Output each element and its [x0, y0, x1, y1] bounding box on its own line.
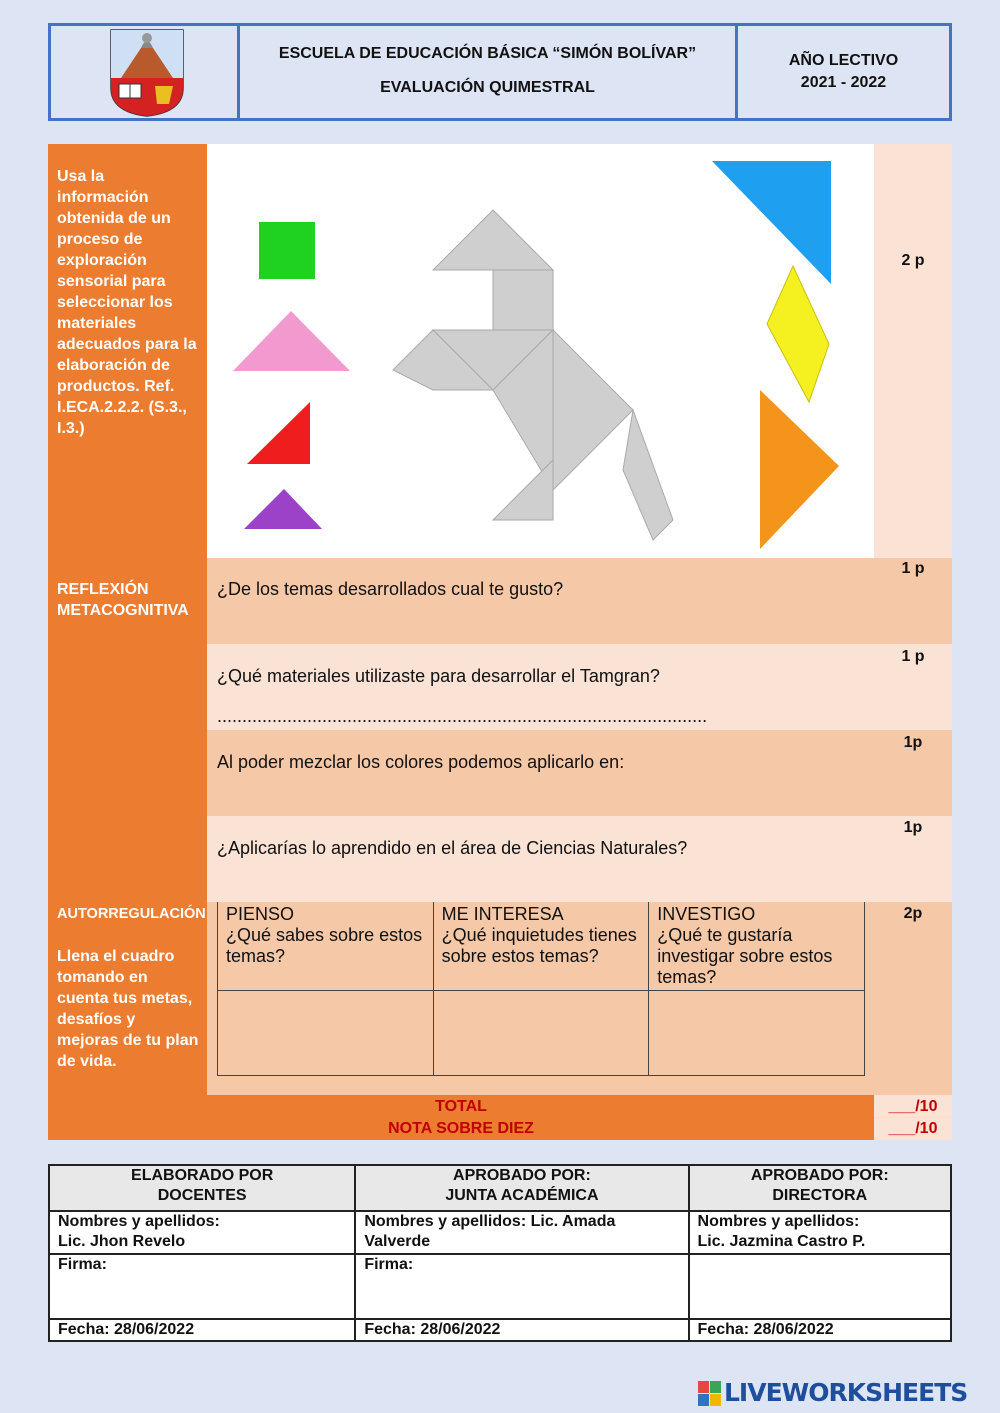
investigo-answer-cell[interactable]: [649, 991, 865, 1076]
question1-row: [207, 558, 874, 644]
signature-header-row: [49, 1165, 951, 1211]
liveworksheets-brand: LIVEWORKSHEETS: [724, 1378, 968, 1407]
junta-firma-label: Firma:: [364, 1256, 414, 1273]
me-interesa-question: ¿Qué inquietudes tienes sobre estos temas?: [441, 925, 637, 966]
question4-points-cell: [874, 816, 952, 902]
directora-header-line1: APROBADO POR:: [750, 1167, 889, 1184]
section1-label-cell: [48, 144, 207, 558]
section1-label: Usa la información obtenida de un proceso de exploración sensorial para seleccionar los materiales adecuados para la elaboración de productos. Ref. I.ECA.2.2.2. (S.3., I.3.): [57, 168, 197, 437]
pienso-answer-cell[interactable]: [218, 991, 434, 1076]
investigo-question: ¿Qué te gustaría investigar sobre estos temas?: [657, 925, 833, 987]
question3-points-cell: [874, 730, 952, 816]
total-value-cell: [874, 1095, 952, 1117]
question2-answer-line[interactable]: ..................................................................................................: [217, 706, 708, 726]
pink-triangle-piece: [233, 311, 350, 371]
nota-value[interactable]: ___/10: [888, 1120, 938, 1137]
me-interesa-title: ME INTERESA: [441, 904, 564, 924]
me-interesa-answer-cell[interactable]: [433, 991, 649, 1076]
question2-text: ¿Qué materiales utilizaste para desarrollar el Tamgran?: [217, 666, 660, 686]
total-label: TOTAL: [435, 1098, 487, 1115]
junta-header-cell: [355, 1165, 688, 1211]
junta-fecha: Fecha: 28/06/2022: [364, 1321, 501, 1338]
docentes-firma-label: Firma:: [58, 1256, 107, 1273]
signature-names-row: [49, 1211, 951, 1254]
total-value[interactable]: ___/10: [888, 1098, 938, 1115]
year-label: AÑO LECTIVO: [788, 52, 899, 69]
header-table: [48, 23, 952, 121]
totals-label-cell: [48, 1095, 874, 1140]
section3-text: Llena el cuadro tomando en cuenta tus metas, desafíos y mejoras de tu plan de vida.: [57, 948, 199, 1070]
junta-firma-cell[interactable]: [355, 1254, 688, 1319]
directora-names-label: Nombres y apellidos:: [697, 1213, 860, 1230]
blue-triangle-piece: [712, 161, 831, 284]
reflection-table-cell: [207, 902, 874, 1095]
question2-row: [207, 644, 874, 730]
signature-firma-row: [49, 1254, 951, 1319]
elaborado-header-cell: [49, 1165, 355, 1211]
liveworksheets-logo: [698, 1379, 994, 1409]
reflection-table: [217, 902, 865, 1076]
question2-points-cell: [874, 644, 952, 730]
question4-points: 1p: [903, 819, 923, 836]
docentes-fecha-cell: [49, 1319, 355, 1341]
question2-points: 1 p: [901, 648, 925, 665]
docentes-firma-cell[interactable]: [49, 1254, 355, 1319]
reflection-table-header-row: [218, 902, 865, 991]
docentes-names-cell: [49, 1211, 355, 1254]
reflection-table-answer-row: [218, 991, 865, 1076]
signature-fecha-row: [49, 1319, 951, 1341]
question3-points: 1p: [903, 734, 923, 751]
red-triangle-piece: [247, 402, 310, 464]
junta-names-cell: [355, 1211, 688, 1254]
school-title-cell: [240, 26, 738, 118]
tangram-image: [207, 144, 874, 558]
question1-text: ¿De los temas desarrollados cual te gusto?: [217, 579, 564, 599]
year-value: 2021 - 2022: [800, 74, 887, 91]
junta-header-line1: APROBADO POR:: [453, 1167, 591, 1184]
directora-header-cell: [689, 1165, 951, 1211]
junta-fecha-cell: [355, 1319, 688, 1341]
school-name: ESCUELA DE EDUCACIÓN BÁSICA “SIMÓN BOLÍVAR”: [278, 45, 697, 62]
pienso-question: ¿Qué sabes sobre estos temas?: [226, 925, 423, 966]
evaluation-title: EVALUACIÓN QUIMESTRAL: [380, 79, 595, 96]
section3-label-cell: [48, 902, 207, 1095]
question4-text: ¿Aplicarías lo aprendido en el área de Ciencias Naturales?: [217, 838, 688, 858]
section3-points: 2p: [903, 905, 923, 922]
docentes-names-label: Nombres y apellidos:: [58, 1213, 220, 1230]
purple-triangle-piece: [244, 489, 322, 529]
junta-name: Nombres y apellidos: Lic. Amada Valverde: [364, 1213, 616, 1250]
junta-header-line2: JUNTA ACADÉMICA: [445, 1187, 599, 1204]
question1-points-cell: [874, 558, 952, 644]
docentes-fecha: Fecha: 28/06/2022: [58, 1321, 195, 1338]
elaborado-header-line2: DOCENTES: [157, 1187, 247, 1204]
me-interesa-header-cell: [433, 902, 649, 991]
tangram-horse-silhouette: [393, 210, 673, 540]
green-square-piece: [259, 222, 315, 279]
section1-points-cell: [874, 144, 952, 558]
logo-cell: [51, 26, 240, 118]
section2-label-cell: [48, 558, 207, 902]
section1-points: 2 p: [901, 252, 925, 269]
directora-names-cell: [689, 1211, 951, 1254]
directora-firma-cell[interactable]: [689, 1254, 951, 1319]
docentes-name: Lic. Jhon Revelo: [58, 1233, 186, 1250]
investigo-header-cell: [649, 902, 865, 991]
tangram-cell: [207, 144, 874, 558]
liveworksheets-icon: [698, 1381, 722, 1407]
pienso-title: PIENSO: [226, 904, 295, 924]
section3-points-cell: [874, 902, 952, 1095]
directora-fecha-cell: [689, 1319, 951, 1341]
directora-name: Lic. Jazmina Castro P.: [697, 1233, 866, 1250]
question4-row: [207, 816, 874, 902]
signature-table: [48, 1164, 952, 1342]
investigo-title: INVESTIGO: [657, 904, 756, 924]
directora-fecha: Fecha: 28/06/2022: [697, 1321, 834, 1338]
section2-label: REFLEXIÓN METACOGNITIVA: [57, 581, 189, 619]
elaborado-header-line1: ELABORADO POR: [131, 1167, 274, 1184]
question3-text: Al poder mezclar los colores podemos aplicarlo en:: [217, 752, 625, 772]
year-cell: [738, 26, 949, 118]
orange-triangle-piece: [760, 390, 839, 549]
question3-row: [207, 730, 874, 816]
nota-value-cell: [874, 1118, 952, 1140]
nota-label: NOTA SOBRE DIEZ: [388, 1120, 534, 1137]
school-crest-logo: [107, 26, 187, 118]
pienso-header-cell: [218, 902, 434, 991]
directora-header-line2: DIRECTORA: [772, 1187, 868, 1204]
yellow-parallelogram-piece: [767, 266, 829, 402]
question1-points: 1 p: [901, 560, 925, 577]
section3-title: AUTORREGULACIÓN: [57, 906, 206, 922]
